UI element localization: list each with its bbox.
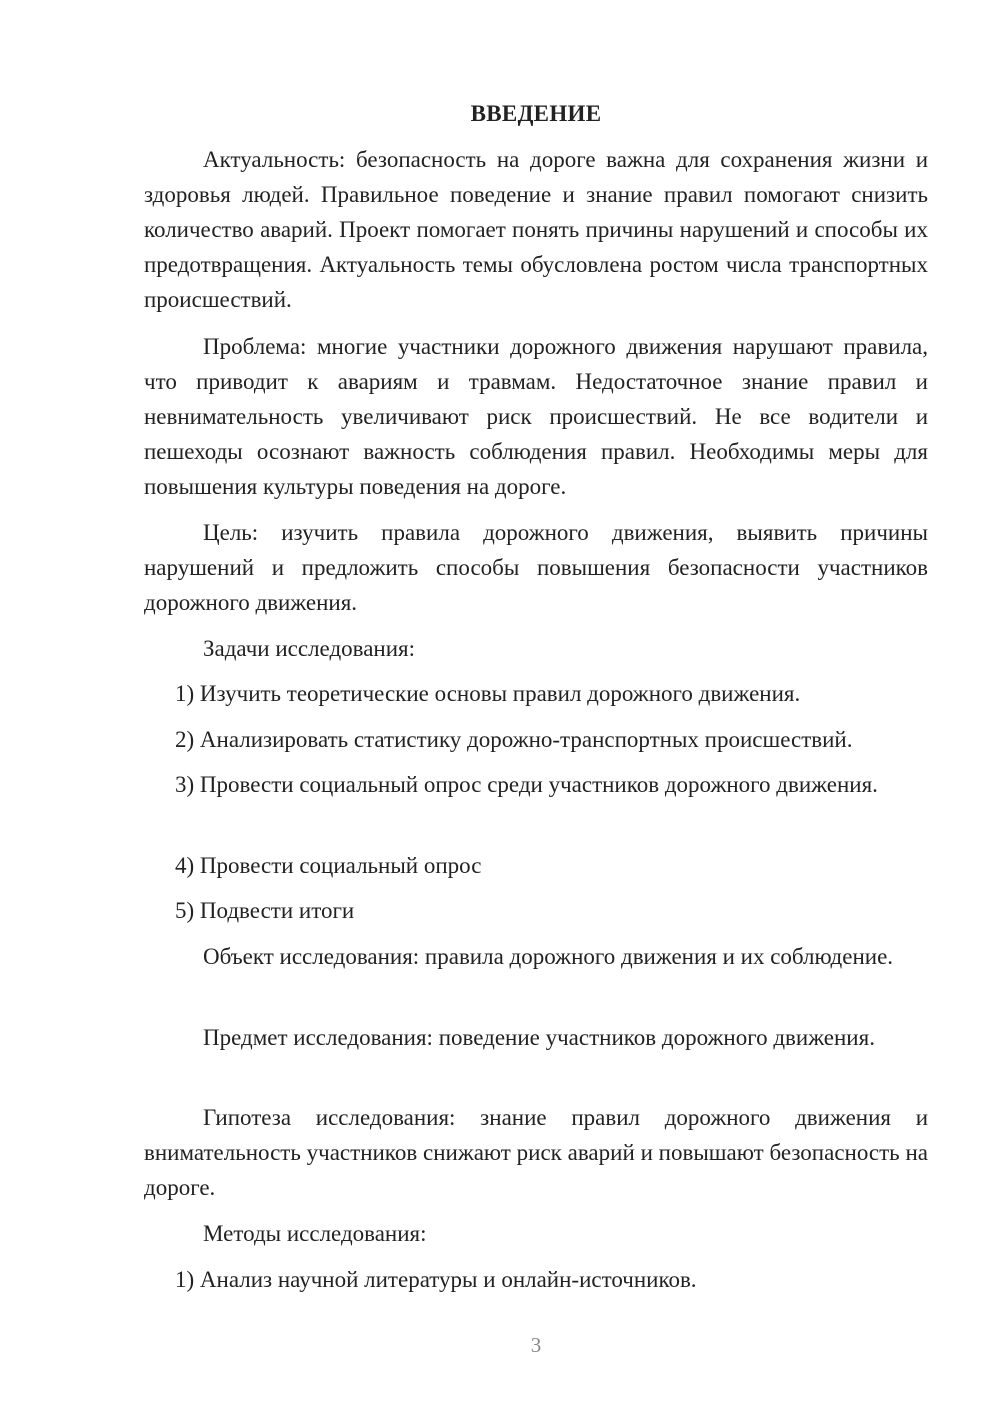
subject-paragraph: Предмет исследования: поведение участников дорожного движения. <box>203 1025 875 1050</box>
method-item-1: 1) Анализ научной литературы и онлайн-источников. <box>175 1267 697 1292</box>
task-item-5: 5) Подвести итоги <box>175 898 355 923</box>
problem-paragraph: Проблема: многие участники дорожного движения нарушают правила, что приводит к авариям и травмам. Недостаточное знание правил и невнимательность увеличивают риск происшествий. Не все водители и пешеходы осознают важность соблюдения правил. Необходимы меры для повышения культуры поведения на дороге. <box>144 334 928 499</box>
object-paragraph: Объект исследования: правила дорожного движения и их соблюдение. <box>203 944 894 969</box>
goal-paragraph: Цель: изучить правила дорожного движения, выявить причины нарушений и предложить способы повышения безопасности участников дорожного движения. <box>144 520 928 615</box>
methods-heading: Методы исследования: <box>203 1221 427 1246</box>
task-item-3: 3) Провести социальный опрос среди участников дорожного движения. <box>175 772 878 797</box>
task-item-1: 1) Изучить теоретические основы правил дорожного движения. <box>175 681 801 706</box>
task-item-2: 2) Анализировать статистику дорожно-транспортных происшествий. <box>175 727 853 752</box>
page-title: ВВЕДЕНИЕ <box>470 101 602 126</box>
page-number: 3 <box>530 1333 542 1357</box>
relevance-paragraph: Актуальность: безопасность на дороге важна для сохранения жизни и здоровья людей. Правильное поведение и знание правил помогают снизить количество аварий. Проект помогает понять причины нарушений и способы их предотвращения. Актуальность темы обусловлена ростом числа транспортных происшествий. <box>144 147 928 312</box>
tasks-heading: Задачи исследования: <box>203 636 416 661</box>
hypothesis-paragraph: Гипотеза исследования: знание правил дорожного движения и внимательность участников снижают риск аварий и повышают безопасность на дороге. <box>144 1105 928 1200</box>
task-item-4: 4) Провести социальный опрос <box>175 853 482 878</box>
